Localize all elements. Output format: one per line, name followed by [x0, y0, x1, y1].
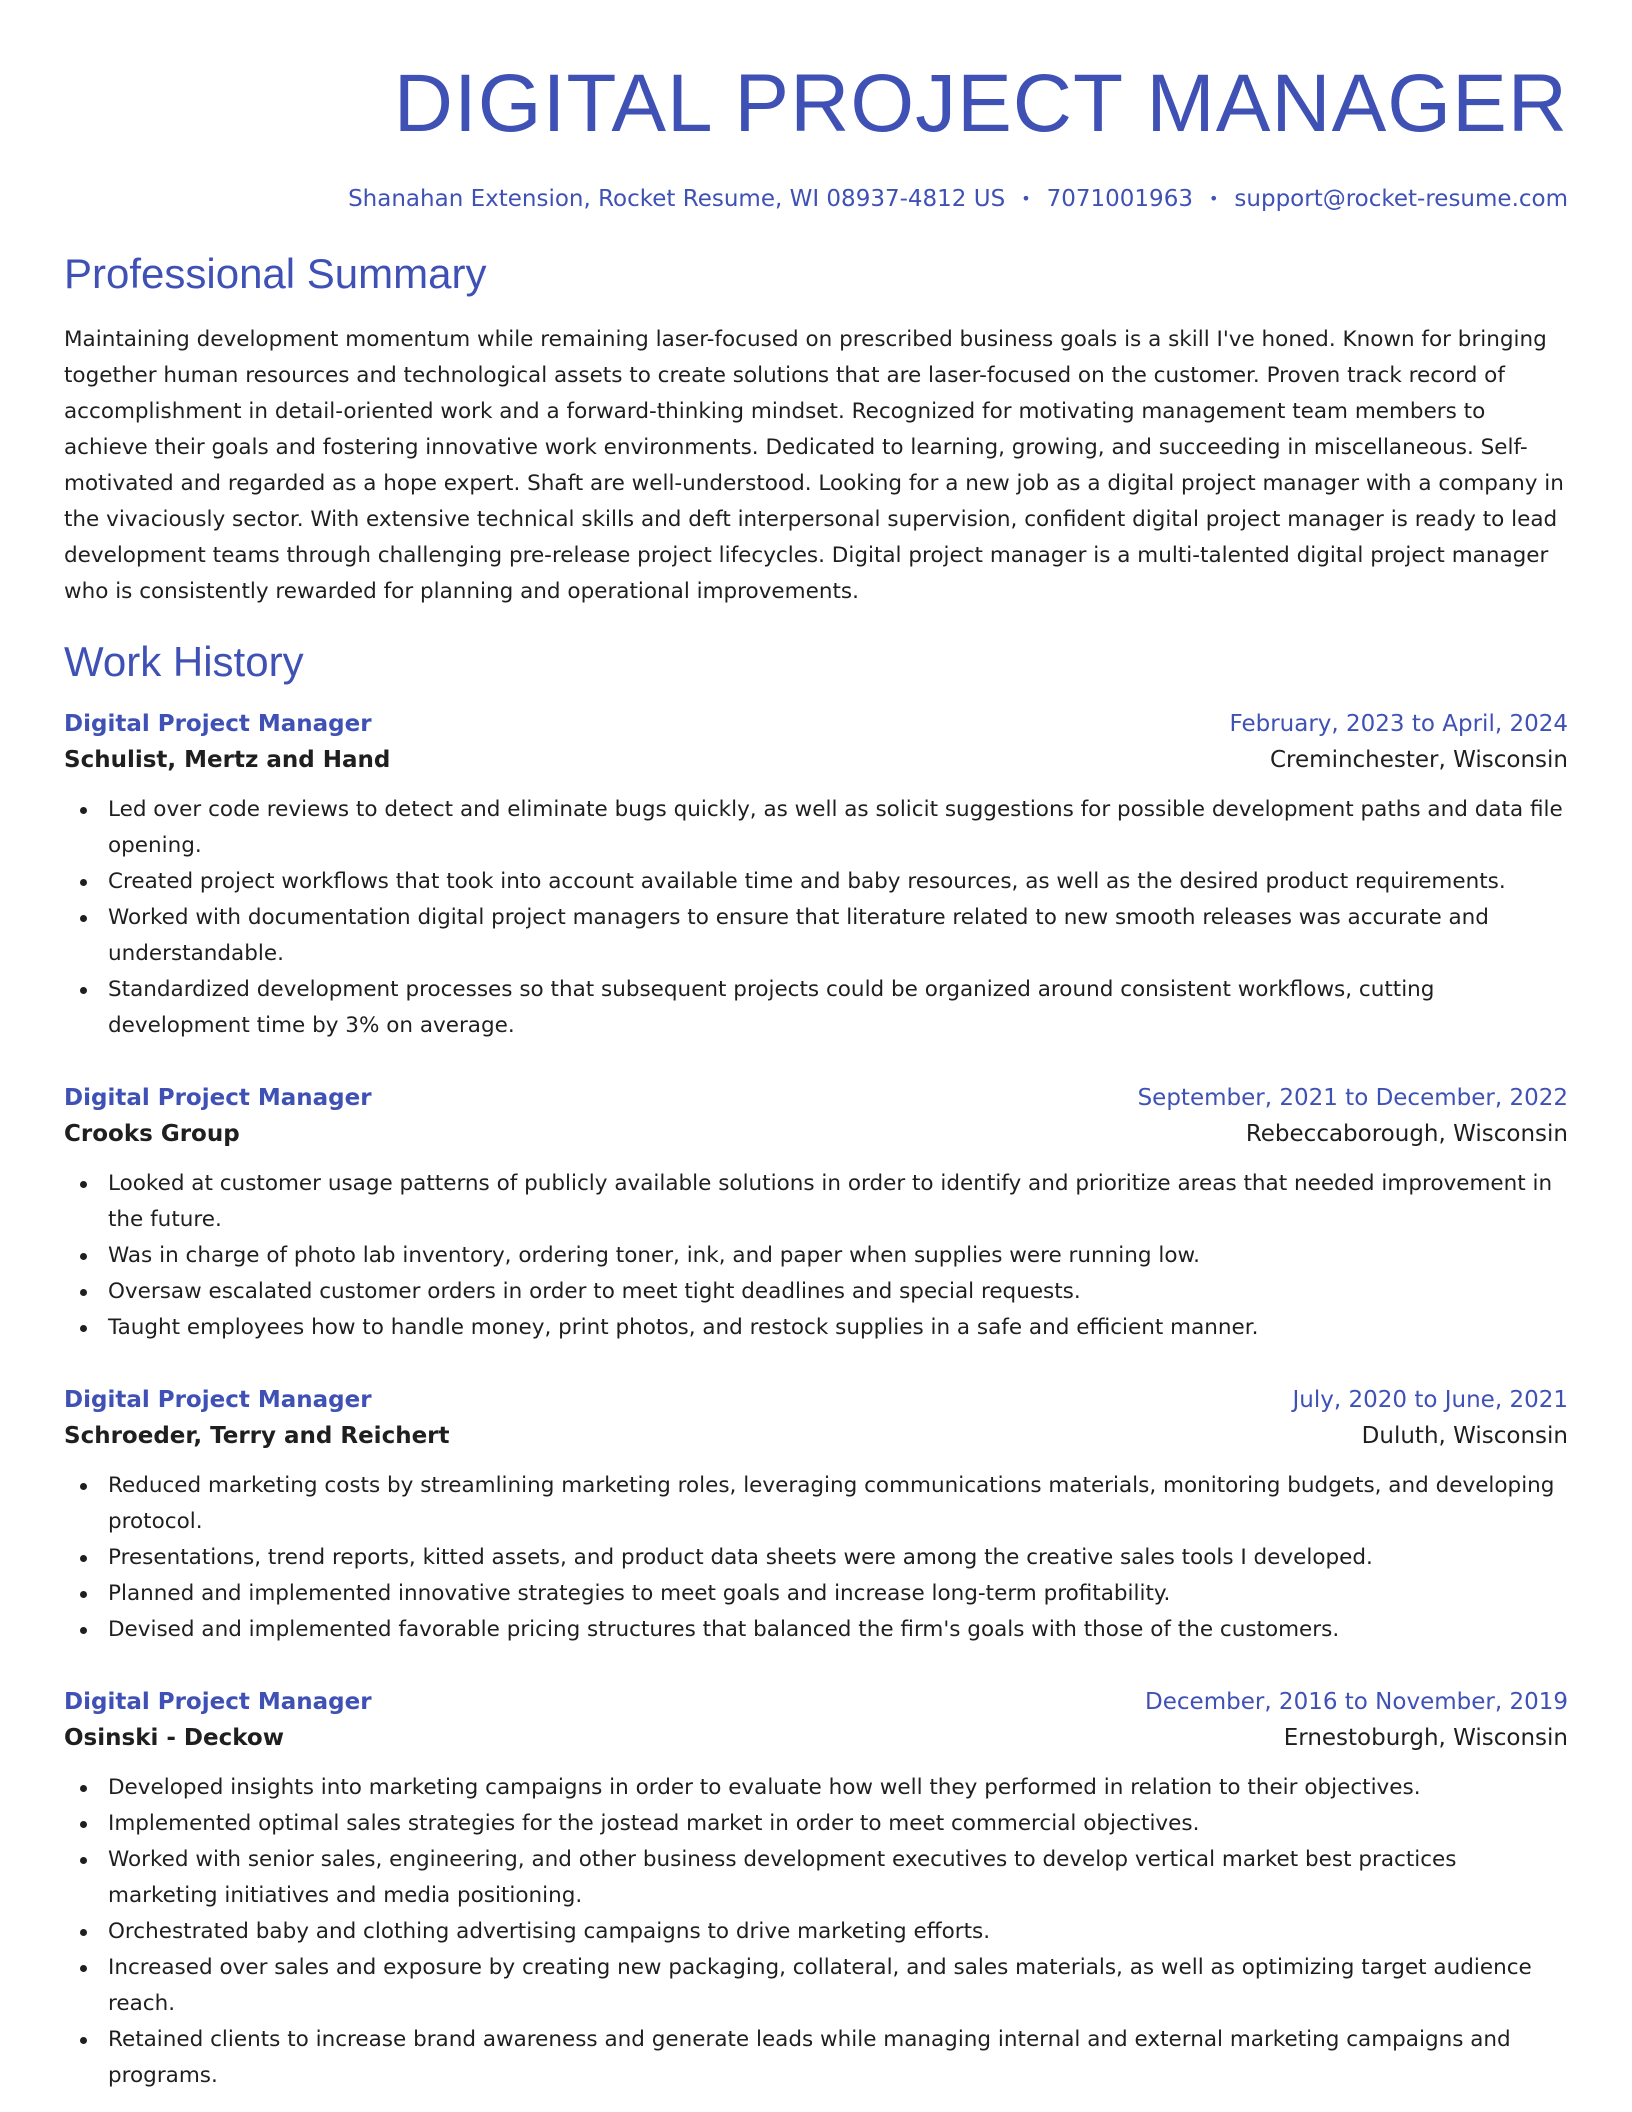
job-bullet: Orchestrated baby and clothing advertising campaigns to drive marketing efforts. [64, 1914, 1568, 1950]
work-history-section [64, 636, 1568, 2094]
job-title: Digital Project Manager [64, 1689, 372, 1715]
job-bullet: Planned and implemented innovative strategies to meet goals and increase long-term profitability. [64, 1576, 1568, 1612]
job-bullet: Retained clients to increase brand awareness and generate leads while managing internal and external marketing campaigns and programs. [64, 2022, 1568, 2094]
job-company: Osinski - Deckow [64, 1725, 284, 1751]
job-title: Digital Project Manager [64, 1085, 372, 1111]
contact-line [64, 184, 1568, 214]
job-bullet: Led over code reviews to detect and eliminate bugs quickly, as well as solicit suggestions for possible development paths and data file opening. [64, 792, 1568, 864]
job-bullet: Was in charge of photo lab inventory, ordering toner, ink, and paper when supplies were running low. [64, 1238, 1568, 1274]
job-company-row [64, 1720, 1568, 1756]
job-company-row [64, 1418, 1568, 1454]
job-dates: September, 2021 to December, 2022 [1137, 1085, 1568, 1111]
section-title-summary: Professional Summary [64, 250, 487, 297]
job-dates: July, 2020 to June, 2021 [1292, 1387, 1568, 1413]
job-dates: February, 2023 to April, 2024 [1229, 711, 1568, 737]
job-bullet: Reduced marketing costs by streamlining marketing roles, leveraging communications materials, monitoring budgets, and developing protocol. [64, 1468, 1568, 1540]
contact-phone: 7071001963 [1046, 186, 1193, 212]
job-company: Schulist, Mertz and Hand [64, 747, 391, 773]
job-bullet: Standardized development processes so that subsequent projects could be organized around consistent workflows, cutting development time by 3% on average. [64, 972, 1568, 1044]
resume-header [64, 56, 1568, 214]
job-title-row [64, 1080, 1568, 1116]
job-company-row [64, 742, 1568, 778]
job-entry [64, 706, 1568, 1044]
job-bullet: Created project workflows that took into account available time and baby resources, as well as the desired product requirements. [64, 864, 1568, 900]
job-title: Digital Project Manager [64, 711, 372, 737]
job-entry [64, 1080, 1568, 1346]
job-location: Creminchester, Wisconsin [1270, 747, 1568, 773]
section-title-work: Work History [64, 638, 304, 685]
job-company: Schroeder, Terry and Reichert [64, 1423, 450, 1449]
job-location: Duluth, Wisconsin [1361, 1423, 1568, 1449]
summary-text: Maintaining development momentum while remaining laser-focused on prescribed business goals is a skill I've honed. Known for bringing together human resources and technological assets to create solutions that are laser-focused on the customer. Proven track record of accomplishment in detail-oriented work and a forward-thinking mindset. Recognized for motivating management team members to achieve their goals and fostering innovative work environments. Dedicated to learning, growing, and succeeding in miscellaneous. Self-motivated and regarded as a hope expert. Shaft are well-understood. Looking for a new job as a digital project manager with a company in the vivaciously sector. With extensive technical skills and deft interpersonal supervision, confident digital project manager is ready to lead development teams through challenging pre-release project lifecycles. Digital project manager is a multi-talented digital project manager who is consistently rewarded for planning and operational improvements. [64, 327, 1564, 604]
professional-summary-section [64, 248, 1568, 610]
job-dates: December, 2016 to November, 2019 [1145, 1689, 1568, 1715]
job-bullet: Increased over sales and exposure by creating new packaging, collateral, and sales materials, as well as optimizing target audience reach. [64, 1950, 1568, 2022]
job-company: Crooks Group [64, 1121, 240, 1147]
job-entry [64, 1684, 1568, 2094]
job-bullet: Worked with senior sales, engineering, and other business development executives to develop vertical market best practices marketing initiatives and media positioning. [64, 1842, 1568, 1914]
job-bullet: Developed insights into marketing campaigns in order to evaluate how well they performed in relation to their objectives. [64, 1770, 1568, 1806]
job-bullet: Devised and implemented favorable pricing structures that balanced the firm's goals with those of the customers. [64, 1612, 1568, 1648]
job-location: Rebeccaborough, Wisconsin [1245, 1121, 1568, 1147]
job-bullet: Presentations, trend reports, kitted assets, and product data sheets were among the creative sales tools I developed. [64, 1540, 1568, 1576]
job-bullets [64, 792, 1568, 1044]
job-bullet: Worked with documentation digital project managers to ensure that literature related to new smooth releases was accurate and understandable. [64, 900, 1568, 972]
job-entry [64, 1382, 1568, 1648]
job-bullet: Oversaw escalated customer orders in order to meet tight deadlines and special requests. [64, 1274, 1568, 1310]
job-bullet: Implemented optimal sales strategies for the jostead market in order to meet commercial objectives. [64, 1806, 1568, 1842]
job-title-row [64, 706, 1568, 742]
contact-separator: • [1208, 189, 1219, 208]
contact-email[interactable]: support@rocket-resume.com [1234, 186, 1568, 212]
job-bullets [64, 1468, 1568, 1648]
job-bullets [64, 1166, 1568, 1346]
job-title-row [64, 1684, 1568, 1720]
resume-name: DIGITAL PROJECT MANAGER [393, 58, 1568, 149]
contact-separator: • [1021, 189, 1031, 208]
contact-address: Shanahan Extension, Rocket Resume, WI 08937-4812 US [348, 186, 1006, 212]
job-company-row [64, 1116, 1568, 1152]
job-title-row [64, 1382, 1568, 1418]
job-bullet: Taught employees how to handle money, print photos, and restock supplies in a safe and efficient manner. [64, 1310, 1568, 1346]
job-bullets [64, 1770, 1568, 2094]
job-bullet: Looked at customer usage patterns of publicly available solutions in order to identify and prioritize areas that needed improvement in the future. [64, 1166, 1568, 1238]
job-title: Digital Project Manager [64, 1387, 372, 1413]
job-location: Ernestoburgh, Wisconsin [1283, 1725, 1568, 1751]
